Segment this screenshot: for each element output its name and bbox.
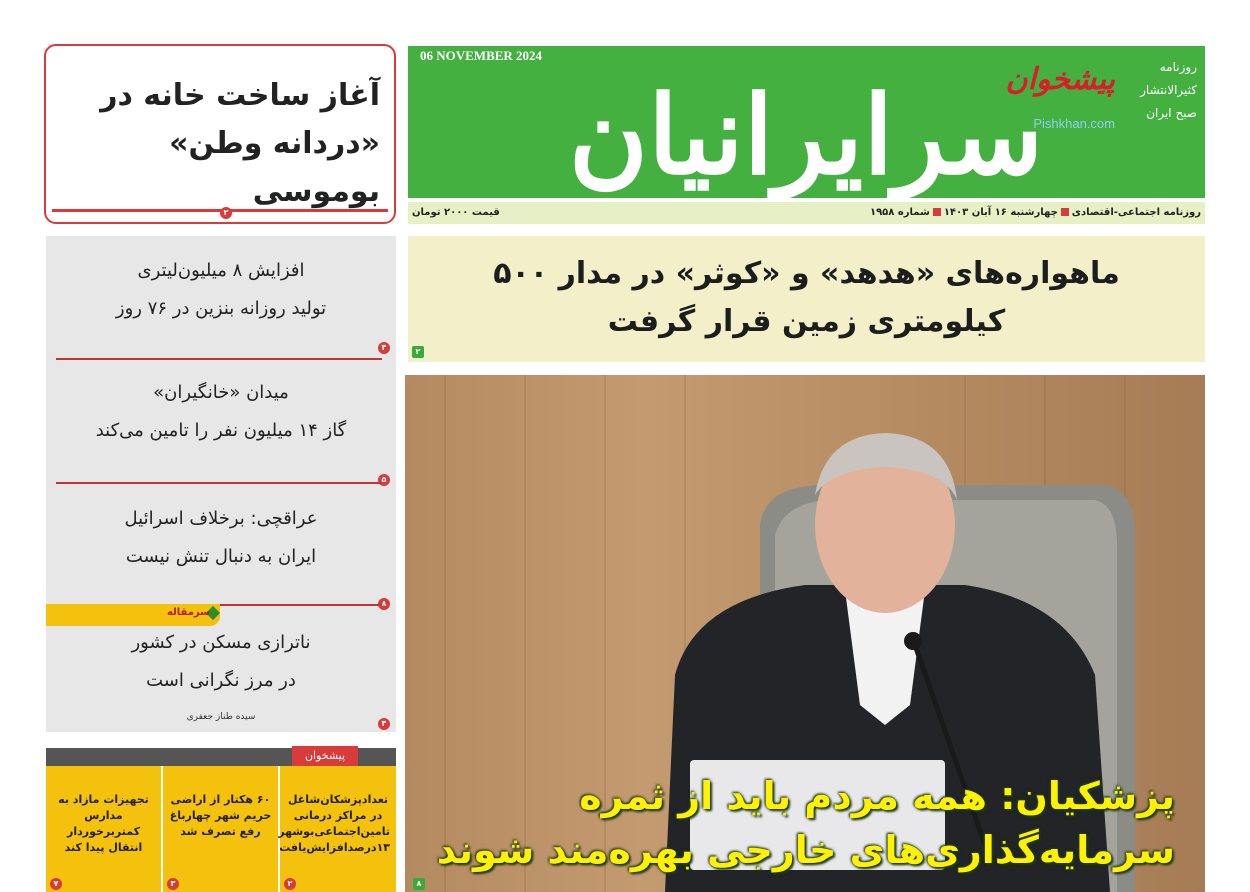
masthead xyxy=(408,46,1205,198)
editorial-tag-label: سرمقاله xyxy=(166,607,210,618)
teaser-page-badge: ۲ xyxy=(220,207,232,219)
side-item-3-line-2: ایران به دنبال تنش نیست xyxy=(125,546,317,567)
teaser-headline: آغاز ساخت خانه در «دردانه وطن» بوموسی xyxy=(100,78,380,209)
side-item-4-page-badge: ۴ xyxy=(378,718,390,730)
issue-info xyxy=(870,207,1201,218)
watermark-logo: پیشخوان xyxy=(1005,62,1115,97)
subtitle-line-2: کثیرالانتشار xyxy=(1140,83,1197,97)
pishkhan-box-3-page-badge: ۷ xyxy=(50,878,62,890)
side-item-2[interactable] xyxy=(46,374,396,450)
side-column xyxy=(46,236,396,732)
editorial-byline: سیده طناز جعفری xyxy=(186,712,256,722)
main-headline-page-badge: ۲ xyxy=(412,346,424,358)
pishkhan-box-2-text: ۶۰ هکتار از اراضی حریم شهر چهارباغ رفع تصرف شد xyxy=(169,793,272,838)
pishkhan-box-1[interactable] xyxy=(280,766,396,892)
watermark-url: Pishkhan.com xyxy=(1033,116,1115,131)
side-item-3-line-1: عراقچی: برخلاف اسرائیل xyxy=(124,508,318,529)
lead-photo[interactable] xyxy=(405,375,1205,892)
subtitle-line-3: صبح ایران xyxy=(1146,106,1197,120)
date-label: چهارشنبه ۱۶ آبان ۱۴۰۳ xyxy=(943,207,1058,218)
teaser-box[interactable] xyxy=(44,44,396,224)
main-headline-band[interactable] xyxy=(408,236,1205,362)
side-item-4[interactable] xyxy=(46,624,396,700)
side-item-3[interactable] xyxy=(46,500,396,576)
side-item-2-line-1: میدان «خانگیران» xyxy=(153,382,289,403)
side-item-4-line-1: ناترازی مسکن در کشور xyxy=(131,632,311,653)
category-label: روزنامه اجتماعی-اقتصادی xyxy=(1071,207,1201,218)
pishkhan-box-1-page-badge: ۲ xyxy=(284,878,296,890)
separator-square-icon xyxy=(1061,208,1069,216)
side-divider xyxy=(56,358,382,360)
pishkhan-box-2[interactable] xyxy=(163,766,278,892)
main-headline: ماهواره‌های «هدهد» و «کوثر» در مدار ۵۰۰ کیلومتری زمین قرار گرفت xyxy=(493,256,1120,339)
side-item-2-page-badge: ۵ xyxy=(378,474,390,486)
side-item-1[interactable] xyxy=(46,252,396,328)
pishkhan-box-2-page-badge: ۳ xyxy=(167,878,179,890)
issue-number: شماره ۱۹۵۸ xyxy=(869,207,930,218)
side-item-1-line-1: افزایش ۸ میلیون‌لیتری xyxy=(137,260,305,281)
pishkhan-label: پیشخوان xyxy=(292,746,358,766)
price-label: قیمت ۲۰۰۰ تومان xyxy=(412,207,500,218)
masthead-logo: سرایرانیان xyxy=(568,73,1044,198)
side-item-1-page-badge: ۴ xyxy=(378,342,390,354)
side-item-3-page-badge: ۸ xyxy=(378,598,390,610)
info-bar xyxy=(408,202,1205,224)
pishkhan-box-1-text: تعدادپزشکان‌شاغل در مراکز درمانی تامین‌اجتماعی‌بوشهر ۱۳درصدافزایش‌یافت xyxy=(278,793,390,854)
pishkhan-box-3[interactable] xyxy=(46,766,161,892)
side-item-1-line-2: تولید روزانه بنزین در ۷۶ روز xyxy=(115,298,327,319)
subtitle-line-1: روزنامه xyxy=(1159,60,1197,74)
separator-square-icon xyxy=(933,208,941,216)
masthead-subtitle xyxy=(1140,56,1197,125)
side-item-4-line-2: در مرز نگرانی است xyxy=(146,670,296,691)
pishkhan-box-3-text: تجهیزات مازاد به مدارس کمتربرخوردار انتقال پیدا کند xyxy=(58,793,149,854)
side-item-2-line-2: گاز ۱۴ میلیون نفر را تامین می‌کند xyxy=(95,420,347,441)
masthead-date: 06 NOVEMBER 2024 xyxy=(420,48,543,63)
side-divider xyxy=(56,482,382,484)
photo-page-badge: ۸ xyxy=(413,878,425,890)
photo-caption: پزشکیان: همه مردم باید از ثمره سرمایه‌گذاری‌های خارجی بهره‌مند شوند xyxy=(436,774,1175,872)
editorial-tag xyxy=(46,604,220,626)
